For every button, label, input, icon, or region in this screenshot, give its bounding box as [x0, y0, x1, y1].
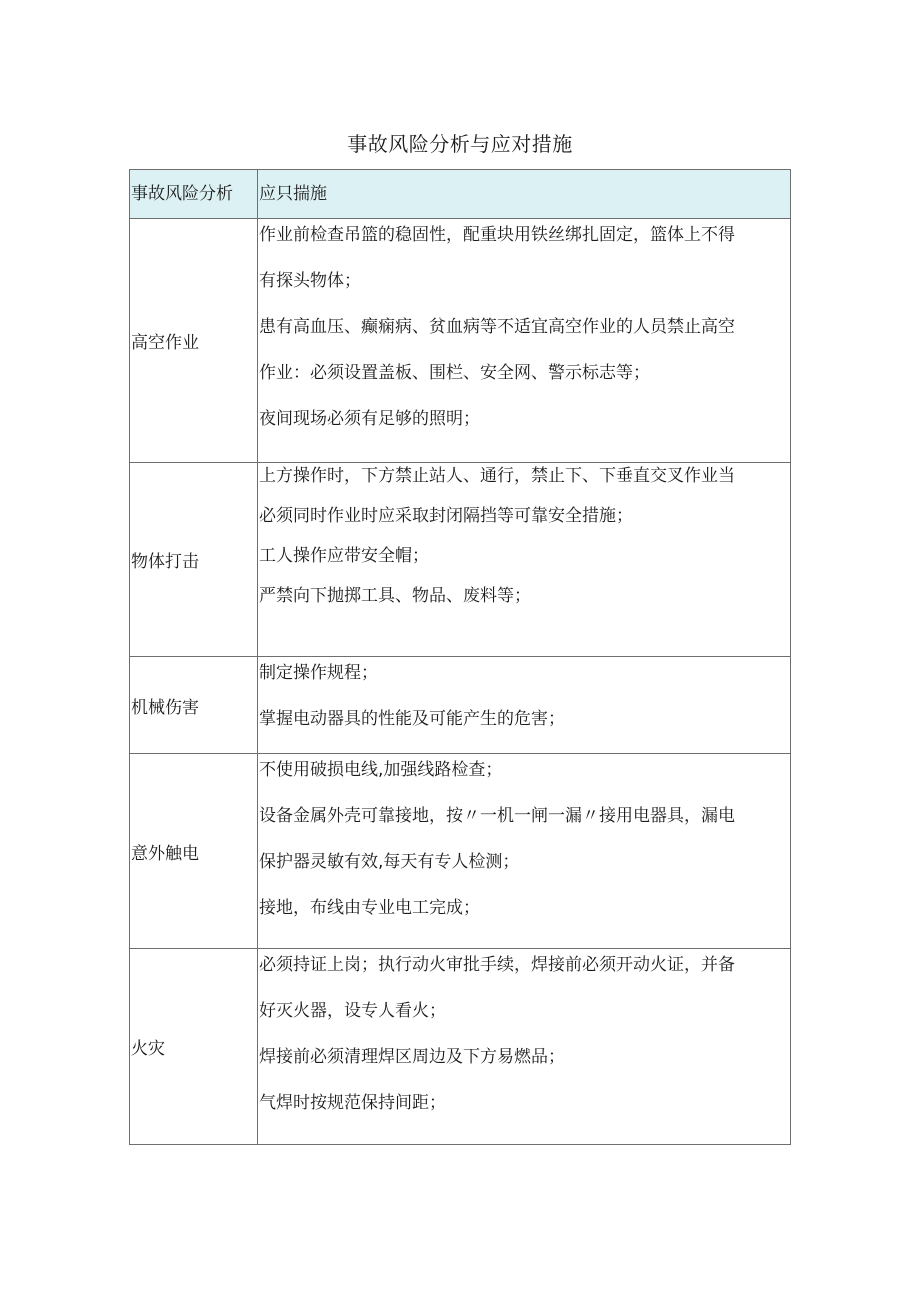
measures-cell [258, 219, 791, 463]
measure-line: 好灭火器，设专人看火； [259, 1001, 446, 1021]
measures-list [258, 219, 790, 462]
risk-name-cell: 意外触电 [130, 754, 258, 949]
risk-name-cell: 火灾 [130, 949, 258, 1145]
measure-line: 掌握电动器具的性能及可能产生的危害； [259, 709, 565, 729]
measure-line: 气焊时按规范保持间距； [259, 1093, 446, 1113]
measures-cell [258, 754, 791, 949]
table-row [130, 949, 791, 1145]
risk-name-cell: 高空作业 [130, 219, 258, 463]
document-title: 事故风险分析与应对措施 [347, 132, 573, 156]
risk-name-cell: 机械伤害 [130, 657, 258, 754]
measures-cell [258, 657, 791, 754]
header-measures: 应只揣施 [258, 170, 791, 219]
table-row [130, 754, 791, 949]
measure-line: 必须同时作业时应采取封闭隔挡等可靠安全措施； [259, 506, 633, 526]
measure-line: 接地，布线由专业电工完成； [259, 898, 480, 918]
measure-line: 作业：必须设置盖板、围栏、安全网、警示标志等； [259, 363, 650, 383]
measure-line: 设备金属外壳可靠接地，按〃一机一闸一漏〃接用电器具，漏电 [259, 806, 735, 826]
measures-list [258, 657, 790, 753]
measure-line: 工人操作应带安全帽； [259, 546, 429, 566]
risk-measures-table [129, 169, 791, 1145]
measure-line: 上方操作时，下方禁止站人、通行，禁止下、下垂直交叉作业当 [259, 466, 735, 486]
measure-line: 作业前检查吊篮的稳固性，配重块用铁丝绑扎固定，篮体上不得 [259, 225, 735, 245]
table-row [130, 657, 791, 754]
measure-line: 严禁向下抛掷工具、物品、废料等； [259, 586, 531, 606]
measure-line: 必须持证上岗；执行动火审批手续，焊接前必须开动火证，并备 [259, 955, 735, 975]
measure-line: 焊接前必须清理焊区周边及下方易燃品； [259, 1047, 565, 1067]
table-row [130, 219, 791, 463]
table-header-row [130, 170, 791, 219]
measures-list [258, 949, 790, 1144]
measure-line: 有探头物体； [259, 271, 361, 291]
risk-name-cell: 物体打击 [130, 463, 258, 657]
measures-list [258, 754, 790, 948]
table-row [130, 463, 791, 657]
measure-line: 保护器灵敏有效,每天有专人检测； [259, 852, 520, 872]
measures-cell [258, 949, 791, 1145]
measure-line: 不使用破损电线,加强线路检查； [259, 760, 503, 780]
measures-cell [258, 463, 791, 657]
measure-line: 制定操作规程； [259, 663, 378, 683]
measures-list [258, 463, 790, 656]
measure-line: 夜间现场必须有足够的照明； [259, 409, 480, 429]
header-risk-analysis: 事故风险分析 [130, 170, 258, 219]
measure-line: 患有高血压、癫痫病、贫血病等不适宜高空作业的人员禁止高空 [259, 317, 735, 337]
